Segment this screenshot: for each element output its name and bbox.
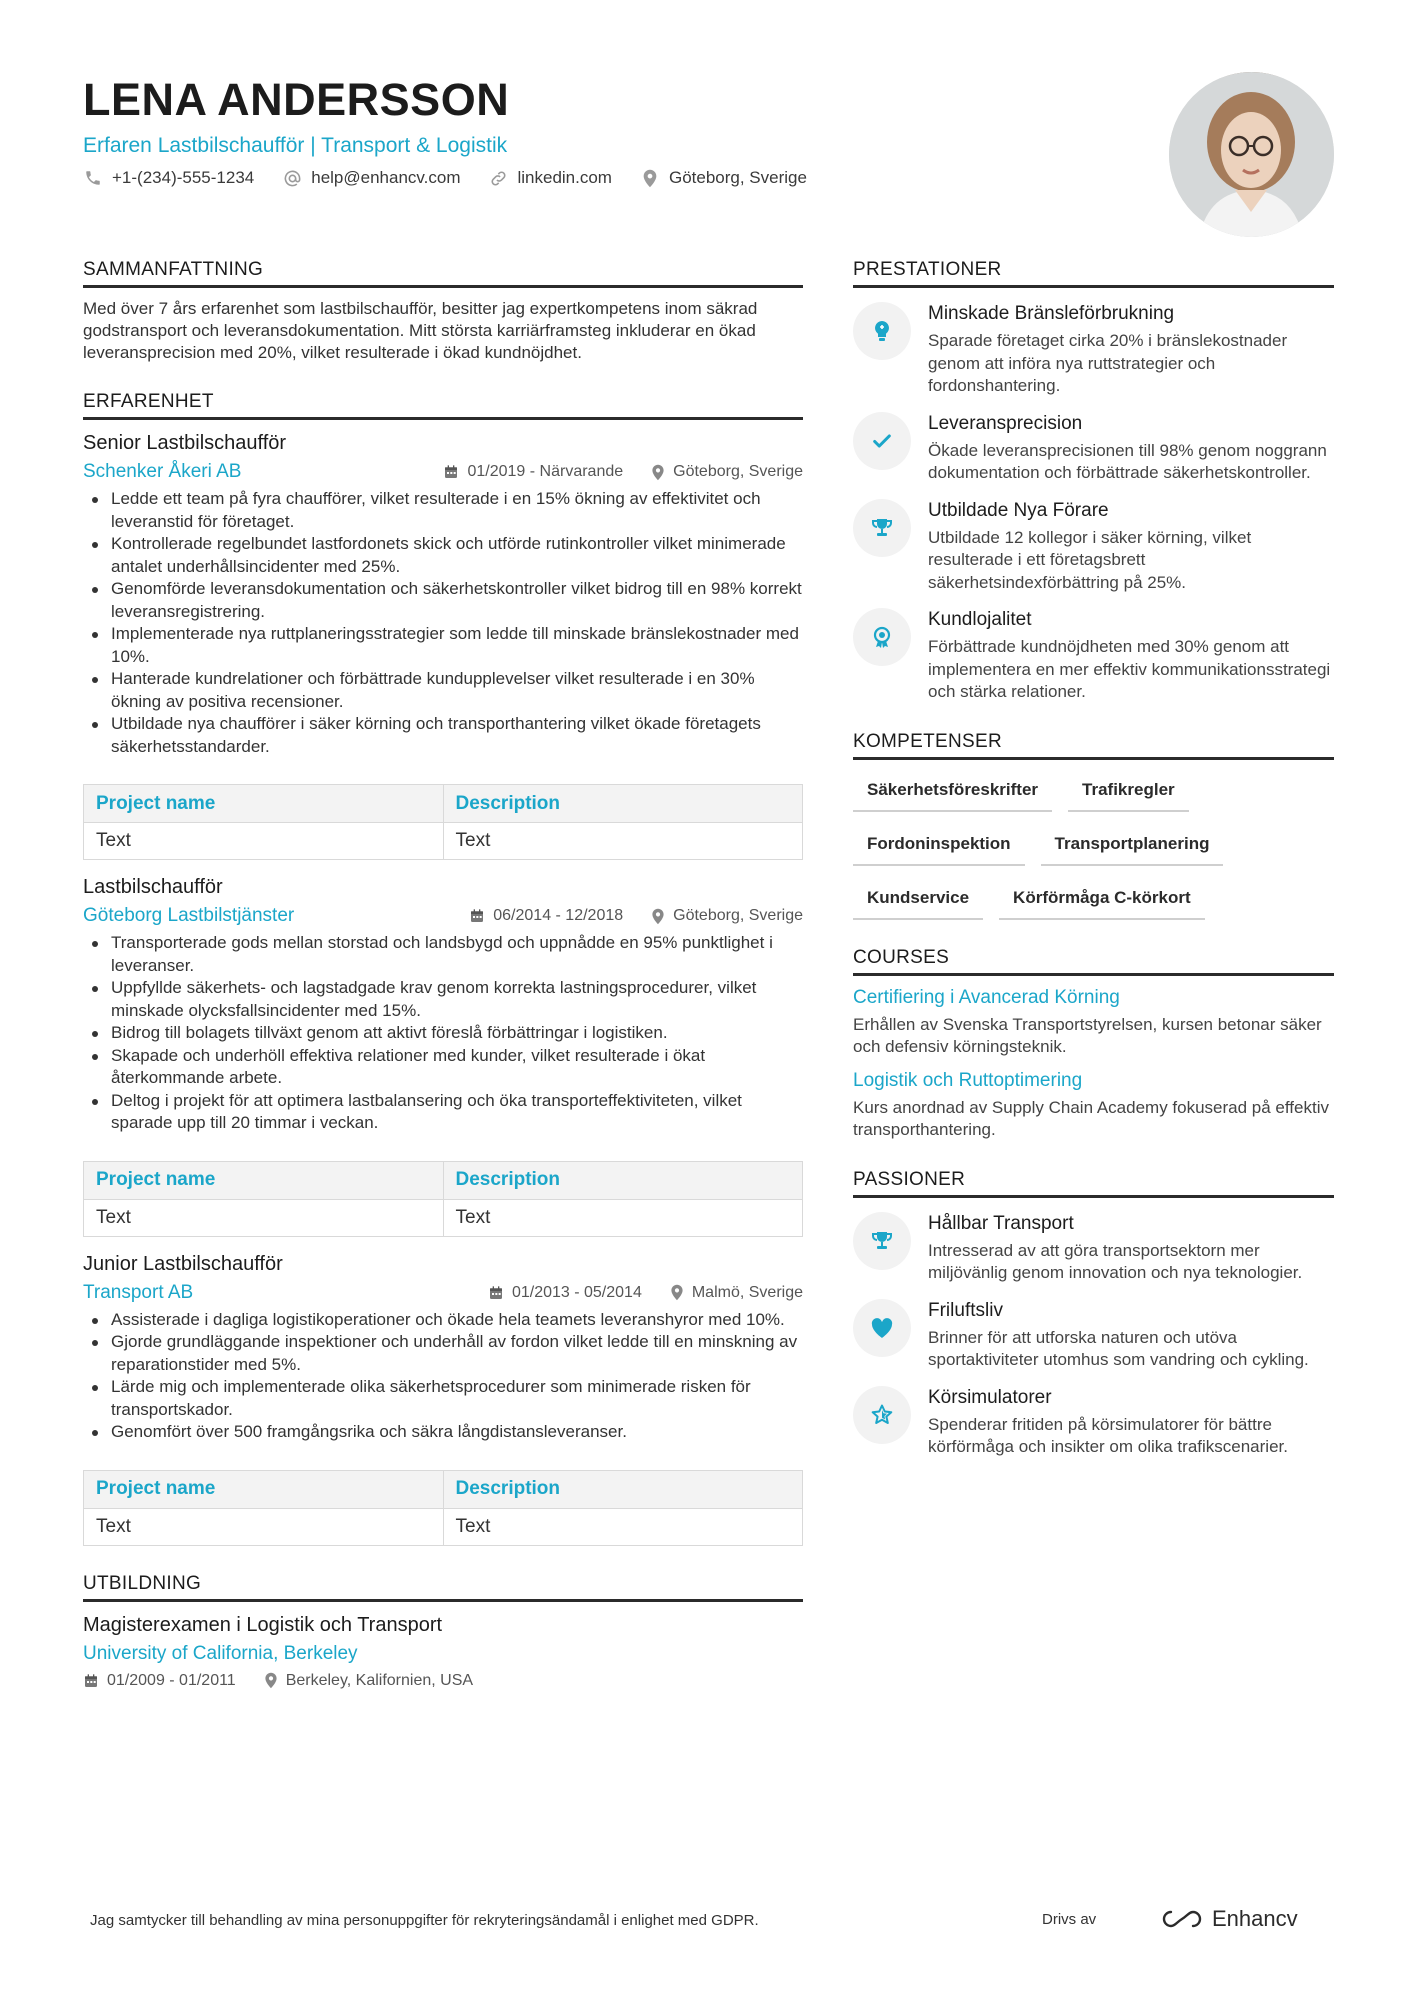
skills-heading: KOMPETENSER	[853, 730, 1334, 760]
passion-title: Körsimulatorer	[928, 1386, 1052, 1408]
table-header-project: Project name	[84, 1161, 444, 1199]
job-company: Göteborg Lastbilstjänster	[83, 905, 295, 926]
table-row	[84, 1161, 803, 1199]
table-row	[84, 1470, 803, 1508]
passion-desc: Spenderar fritiden på körsimulatorer för bättre körförmåga och insikter om olika trafikscenarier.	[928, 1414, 1288, 1456]
summary-section	[83, 258, 803, 364]
candidate-headline: Erfaren Lastbilschaufför | Transport & Logistik	[83, 134, 508, 157]
achievement-title: Utbildade Nya Förare	[928, 499, 1109, 521]
table-header-project: Project name	[84, 785, 444, 823]
contact-email-text: help@enhancv.com	[311, 168, 461, 187]
list-item: Gjorde grundläggande inspektioner och underhåll av fordon vilket ledde till en minskning av reparationstider med 5%.	[83, 1331, 803, 1376]
table-cell: Text	[84, 1199, 444, 1236]
list-item: Utbildade nya chaufförer i säker körning och transporthantering vilket ökade företagets säkerhetsstandarder.	[83, 713, 803, 758]
job-entry	[83, 1251, 803, 1546]
skill-tag: Säkerhetsföreskrifter	[853, 774, 1052, 812]
experience-heading: ERFARENHET	[83, 390, 803, 420]
table-cell: Text	[443, 1199, 803, 1236]
table-row	[84, 823, 803, 860]
passion-title: Hållbar Transport	[928, 1212, 1074, 1234]
job-entry	[83, 874, 803, 1237]
link-icon	[488, 168, 508, 188]
job-company: Schenker Åkeri AB	[83, 461, 242, 482]
job-dates-text: 06/2014 - 12/2018	[493, 907, 624, 924]
right-column	[853, 258, 1334, 1485]
brand-logo[interactable]	[1160, 1906, 1298, 1932]
contact-email[interactable]	[282, 166, 460, 190]
summary-text: Med över 7 års erfarenhet som lastbilschaufför, besitter jag expertkompetens inom säkrad godstransport och leveransdokumentation. Mitt största karriärframsteg inkluderar en ökad leveransprecision med 20%, vilket resulterade i ökad kundnöjdhet.	[83, 299, 758, 362]
list-item: Kontrollerade regelbundet lastfordonets skick och utförde rutinkontroller vilket minimerade antalet underhållsincidenter med 25%.	[83, 533, 803, 578]
job-dates	[469, 904, 623, 928]
trophy-icon	[853, 499, 911, 557]
courses-heading: COURSES	[853, 946, 1334, 976]
job-entry	[83, 430, 803, 860]
location-icon	[651, 908, 665, 925]
education-section	[83, 1572, 803, 1690]
calendar-icon	[443, 464, 459, 480]
passion-item	[853, 1386, 1334, 1459]
job-location-text: Malmö, Sverige	[691, 1283, 803, 1301]
table-row	[84, 1199, 803, 1236]
location-icon	[640, 168, 660, 188]
enhancv-logo-icon	[1160, 1908, 1204, 1930]
education-dates-text: 01/2009 - 01/2011	[107, 1671, 236, 1689]
course-title: Certifiering i Avancerad Körning	[853, 986, 1120, 1008]
calendar-icon	[83, 1673, 99, 1689]
passion-title: Friluftsliv	[928, 1299, 1003, 1321]
project-table	[83, 784, 803, 860]
education-dates	[83, 1672, 236, 1690]
job-location	[670, 1281, 803, 1305]
table-header-description: Description	[443, 1161, 803, 1199]
star-icon	[853, 1386, 911, 1444]
job-company: Transport AB	[83, 1281, 194, 1303]
list-item: Assisterade i dagliga logistikoperationer och ökade hela teamets leveranshyror med 10%.	[83, 1309, 803, 1332]
job-meta	[83, 1281, 803, 1305]
calendar-icon	[488, 1285, 504, 1301]
skill-tag: Fordoninspektion	[853, 828, 1025, 866]
at-icon	[282, 168, 302, 188]
contact-phone	[83, 166, 254, 190]
course-item	[853, 986, 1334, 1059]
skill-tag: Trafikregler	[1068, 774, 1189, 812]
achievement-desc: Sparade företaget cirka 20% i bränslekostnader genom att införa nya ruttstrategier och fordonshantering.	[928, 331, 1288, 395]
passion-desc: Intresserad av att göra transportsektorn mer miljövänlig genom innovation och nya teknologier.	[928, 1240, 1303, 1282]
table-header-project: Project name	[84, 1470, 444, 1508]
course-item	[853, 1069, 1334, 1142]
skill-tag: Kundservice	[853, 882, 983, 920]
skill-tag: Transportplanering	[1041, 828, 1224, 866]
achievement-item	[853, 412, 1334, 485]
job-dates	[488, 1281, 642, 1305]
education-heading: UTBILDNING	[83, 1572, 803, 1602]
passions-heading: PASSIONER	[853, 1168, 1334, 1198]
contact-linkedin[interactable]	[488, 166, 612, 190]
list-item: Bidrog till bolagets tillväxt genom att aktivt föreslå förbättringar i logistiken.	[83, 1022, 803, 1045]
skills-section	[853, 730, 1334, 920]
profile-photo	[1169, 72, 1334, 237]
table-cell: Text	[443, 823, 803, 860]
job-location	[651, 460, 803, 484]
course-desc: Erhållen av Svenska Transportstyrelsen, kursen betonar säker och defensiv körningsteknik.	[853, 1014, 1322, 1056]
calendar-icon	[469, 908, 485, 924]
job-title: Lastbilschaufför	[83, 876, 223, 898]
contact-location-text: Göteborg, Sverige	[668, 168, 807, 187]
passion-item	[853, 1299, 1334, 1372]
education-school: University of California, Berkeley	[83, 1642, 358, 1664]
job-bullets	[83, 1309, 803, 1444]
location-icon	[264, 1672, 278, 1689]
table-cell: Text	[443, 1508, 803, 1545]
achievement-item	[853, 302, 1334, 398]
job-dates-text: 01/2013 - 05/2014	[511, 1283, 642, 1301]
table-header-description: Description	[443, 1470, 803, 1508]
list-item: Implementerade nya ruttplaneringsstrategier som ledde till minskade bränslekostnader med 10%.	[83, 623, 803, 668]
list-item: Uppfyllde säkerhets- och lagstadgade krav genom korrekta lastningsprocedurer, vilket minskade olycksfallsincidenter med 15%.	[83, 977, 803, 1022]
table-row	[84, 1508, 803, 1545]
job-dates	[443, 460, 623, 484]
job-meta	[83, 460, 803, 484]
education-degree: Magisterexamen i Logistik och Transport	[83, 1613, 443, 1636]
table-header-description: Description	[443, 785, 803, 823]
achievements-heading: PRESTATIONER	[853, 258, 1334, 288]
left-column	[83, 258, 803, 1716]
list-item: Skapade och underhöll effektiva relationer med kunder, vilket resulterade i ökat återkommande arbete.	[83, 1045, 803, 1090]
list-item: Ledde ett team på fyra chaufförer, vilket resulterade i en 15% ökning av effektivitet och leveranstid för företaget.	[83, 488, 803, 533]
contact-location	[640, 166, 807, 190]
education-location-text: Berkeley, Kalifornien, USA	[285, 1671, 474, 1689]
list-item: Hanterade kundrelationer och förbättrade kundupplevelser vilket resulterade i en 30% ökning av positiva recensioner.	[83, 668, 803, 713]
location-icon	[670, 1284, 684, 1301]
table-cell: Text	[84, 1508, 444, 1545]
resume-header	[83, 74, 1083, 190]
job-bullets	[83, 488, 803, 758]
course-title: Logistik och Ruttoptimering	[853, 1069, 1083, 1091]
passion-item	[853, 1212, 1334, 1285]
list-item: Transporterade gods mellan storstad och landsbygd och uppnådde en 95% punktlighet i leveranser.	[83, 932, 803, 977]
achievement-desc: Utbildade 12 kollegor i säker körning, vilket resulterade i ett företagsbrett säkerhetsindexförbättring på 25%.	[928, 527, 1252, 592]
brain-bulb-icon	[853, 302, 911, 360]
job-location-text: Göteborg, Sverige	[673, 463, 803, 480]
list-item: Deltog i projekt för att optimera lastbalansering och öka transporteffektiviteten, vilket sparade upp till 20 timmar i veckan.	[83, 1090, 803, 1135]
contact-phone-text: +1-(234)-555-1234	[112, 168, 255, 187]
page-footer	[0, 1898, 1410, 1946]
list-item: Lärde mig och implementerade olika säkerhetsprocedurer som minimerade risken för transportskador.	[83, 1376, 803, 1421]
powered-by: Drivs av	[1042, 1911, 1097, 1928]
job-location-text: Göteborg, Sverige	[673, 907, 803, 924]
achievement-item	[853, 608, 1334, 704]
passions-section	[853, 1168, 1334, 1459]
course-desc: Kurs anordnad av Supply Chain Academy fokuserad på effektiv transporthantering.	[853, 1097, 1329, 1139]
job-bullets	[83, 932, 803, 1135]
education-location	[264, 1672, 473, 1690]
phone-icon	[83, 168, 103, 188]
list-item: Genomförde leveransdokumentation och säkerhetskontroller vilket bidrog till en 98% korrekt leveransregistrering.	[83, 578, 803, 623]
location-icon	[651, 464, 665, 481]
achievement-item	[853, 499, 1334, 595]
courses-section	[853, 946, 1334, 1142]
job-meta	[83, 904, 803, 928]
skill-tag: Körförmåga C-körkort	[999, 882, 1205, 920]
job-dates-text: 01/2019 - Närvarande	[467, 463, 624, 480]
achievements-section	[853, 258, 1334, 704]
list-item: Genomfört över 500 framgångsrika och säkra långdistansleveranser.	[83, 1421, 803, 1444]
project-table	[83, 1470, 803, 1546]
check-icon	[853, 412, 911, 470]
achievement-title: Leveransprecision	[928, 412, 1083, 434]
education-meta	[83, 1672, 803, 1690]
project-table	[83, 1161, 803, 1237]
skills-list	[853, 774, 1334, 920]
candidate-name: LENA ANDERSSON	[83, 74, 510, 125]
trophy-icon	[853, 1212, 911, 1270]
job-title: Junior Lastbilschaufför	[83, 1252, 283, 1275]
achievement-desc: Förbättrade kundnöjdheten med 30% genom att implementera en mer effektiv kommunikationsstrategi och stärka relationer.	[928, 637, 1331, 701]
summary-heading: SAMMANFATTNING	[83, 258, 803, 288]
table-cell: Text	[84, 823, 444, 860]
medal-icon	[853, 608, 911, 666]
table-row	[84, 785, 803, 823]
contact-linkedin-text: linkedin.com	[517, 168, 612, 187]
achievement-desc: Ökade leveransprecisionen till 98% genom noggrann dokumentation och förbättrade säkerhetskontroller.	[928, 440, 1327, 482]
achievement-title: Minskade Bränsleförbrukning	[928, 303, 1175, 324]
experience-section	[83, 390, 803, 1546]
achievement-title: Kundlojalitet	[928, 609, 1032, 630]
heart-icon	[853, 1299, 911, 1357]
gdpr-consent: Jag samtycker till behandling av mina personuppgifter för rekryteringsändamål i enlighet med GDPR.	[90, 1912, 759, 1929]
passion-desc: Brinner för att utforska naturen och utöva sportaktiviteter utomhus som vandring och cykling.	[928, 1327, 1309, 1369]
contact-list	[83, 166, 1083, 190]
job-location	[651, 904, 803, 928]
job-title: Senior Lastbilschaufför	[83, 432, 287, 454]
brand-name: Enhancv	[1212, 1906, 1298, 1931]
